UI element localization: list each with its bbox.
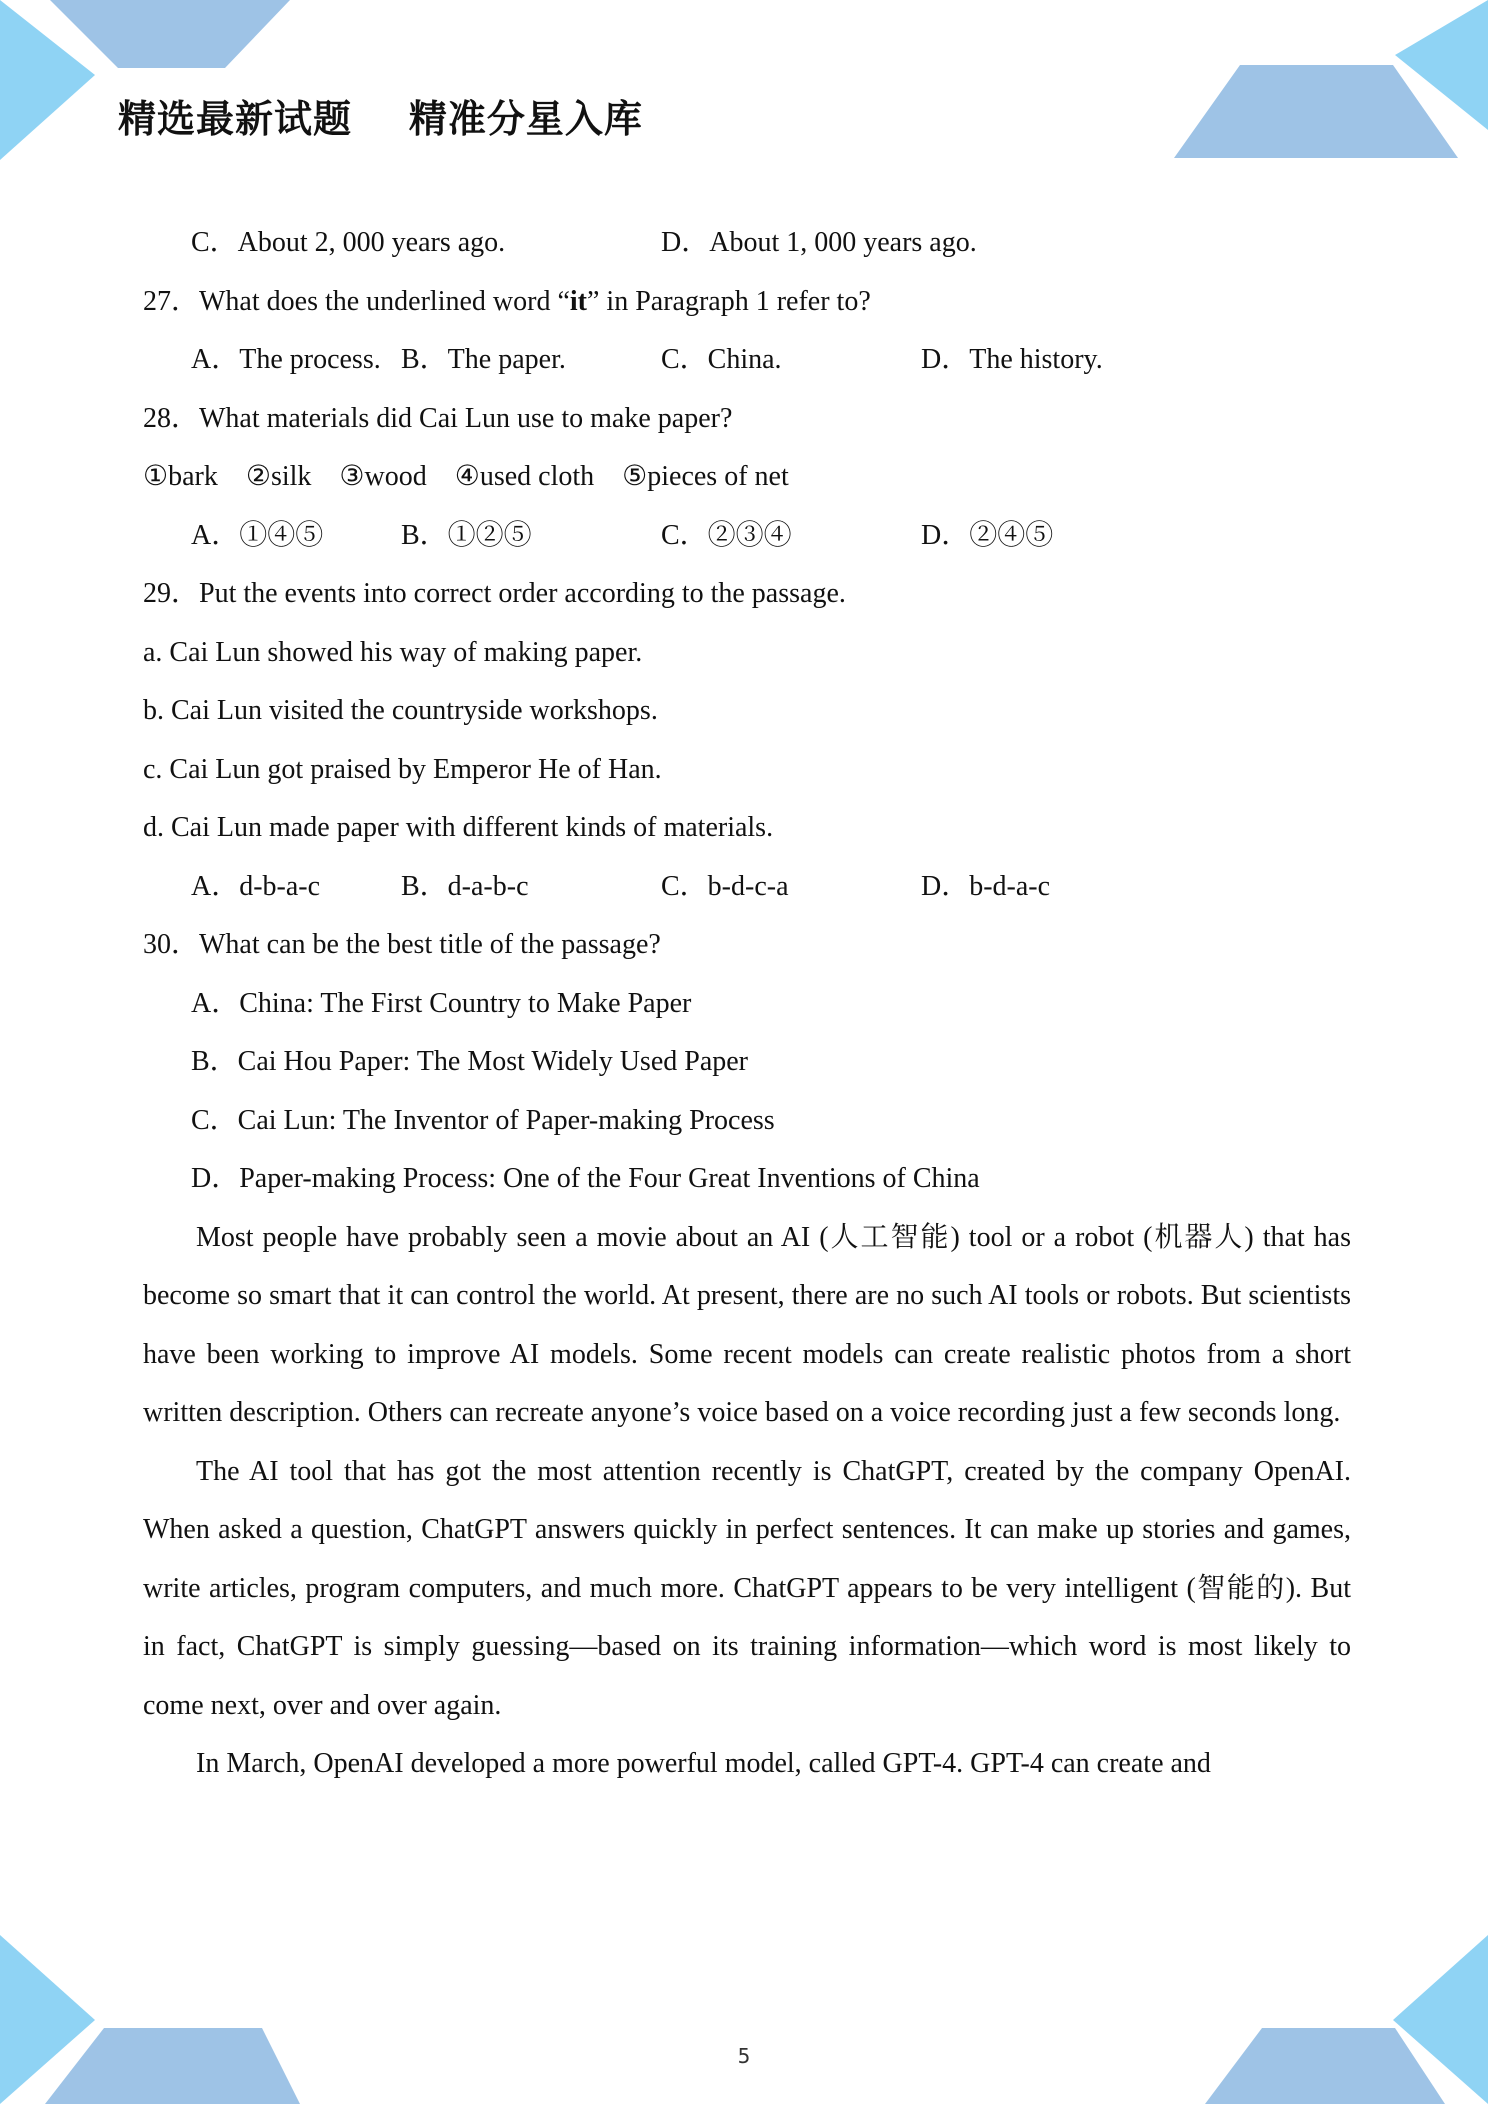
q30-option-b: B．Cai Hou Paper: The Most Widely Used Paper: [191, 1046, 748, 1077]
q29-event-a: a. Cai Lun showed his way of making paper.: [143, 636, 643, 668]
q26-options: [143, 214, 1351, 273]
q29-options: [143, 858, 1351, 917]
top-left-triangle: [0, 0, 95, 160]
q26-option-d: D．About 1, 000 years ago.: [661, 227, 977, 258]
q27-option-d: D．The history.: [921, 344, 1103, 375]
q29-stem: 29．Put the events into correct order according to the passage.: [143, 578, 846, 609]
q30-stem: 30．What can be the best title of the passage?: [143, 929, 661, 960]
q30-option-c: C．Cai Lun: The Inventor of Paper-making Process: [191, 1104, 775, 1136]
top-right-triangle: [1395, 0, 1488, 130]
q28-option-d: D．②④⑤: [921, 519, 1054, 551]
bottom-right-triangle: [1393, 1935, 1488, 2104]
q27-stem: [143, 273, 1351, 332]
header-title: 精选最新试题 精准分星入库: [118, 97, 643, 141]
q27-underlined-word: it: [569, 285, 587, 317]
q28-option-b: B．①②⑤: [401, 519, 532, 551]
q29-event-d: d. Cai Lun made paper with different kinds of materials.: [143, 812, 774, 843]
q27-option-c: C．China.: [661, 344, 782, 375]
q28-option-a: A．①④⑤: [191, 519, 324, 551]
passage-paragraph-1: Most people have probably seen a movie about an AI (人工智能) tool or a robot (机器人) that has become so smart that it can control the world. At present, there are no such AI tools or robots. But scientists have been working to improve AI models. Some recent models can create realistic photos from a short written description. Others can recreate anyone’s voice based on a voice recording just a few seconds long.: [143, 1221, 1351, 1428]
q28-option-c: C．②③④: [661, 519, 792, 551]
q30-option-d: D．Paper-making Process: One of the Four Great Inventions of China: [191, 1163, 980, 1194]
q28-options: [143, 507, 1351, 566]
exam-content: [143, 214, 1351, 1794]
q27-option-b: B．The paper.: [401, 344, 566, 375]
q29-option-c: C．b-d-c-a: [661, 870, 789, 902]
page-number: 5: [737, 2044, 751, 2068]
q27-option-a: A．The process.: [191, 344, 381, 375]
passage-paragraph-3: In March, OpenAI developed a more powerful model, called GPT-4. GPT-4 can create and: [196, 1748, 1211, 1779]
q27-stem-before: 27．What does the underlined word “: [143, 285, 570, 317]
passage-paragraph-2: The AI tool that has got the most attention recently is ChatGPT, created by the company OpenAI. When asked a question, ChatGPT answers quickly in perfect sentences. It can make up stories and games, write articles, program computers, and much more. ChatGPT appears to be very intelligent (智能的). But in fact, ChatGPT is simply guessing—based on its training information—which word is most likely to come next, over and over again.: [143, 1455, 1351, 1721]
q29-event-b: b. Cai Lun visited the countryside workshops.: [143, 695, 658, 726]
q29-option-d: D．b-d-a-c: [921, 870, 1051, 902]
q29-option-a: A．d-b-a-c: [191, 870, 321, 902]
q27-options: [143, 331, 1351, 390]
top-right-trapezoid: [1174, 65, 1458, 158]
q26-option-c: C．About 2, 000 years ago.: [191, 227, 506, 258]
q29-option-b: B．d-a-b-c: [401, 870, 529, 902]
q28-materials: ①bark ②silk ③wood ④used cloth ⑤pieces of net: [143, 461, 789, 492]
q27-stem-after: ” in Paragraph 1 refer to?: [587, 285, 871, 317]
q29-event-c: c. Cai Lun got praised by Emperor He of Han.: [143, 753, 662, 785]
q28-stem: 28．What materials did Cai Lun use to make paper?: [143, 402, 733, 434]
bottom-left-triangle: [0, 1935, 95, 2104]
top-left-trapezoid: [50, 0, 290, 68]
q30-option-a: A．China: The First Country to Make Paper: [191, 987, 692, 1019]
